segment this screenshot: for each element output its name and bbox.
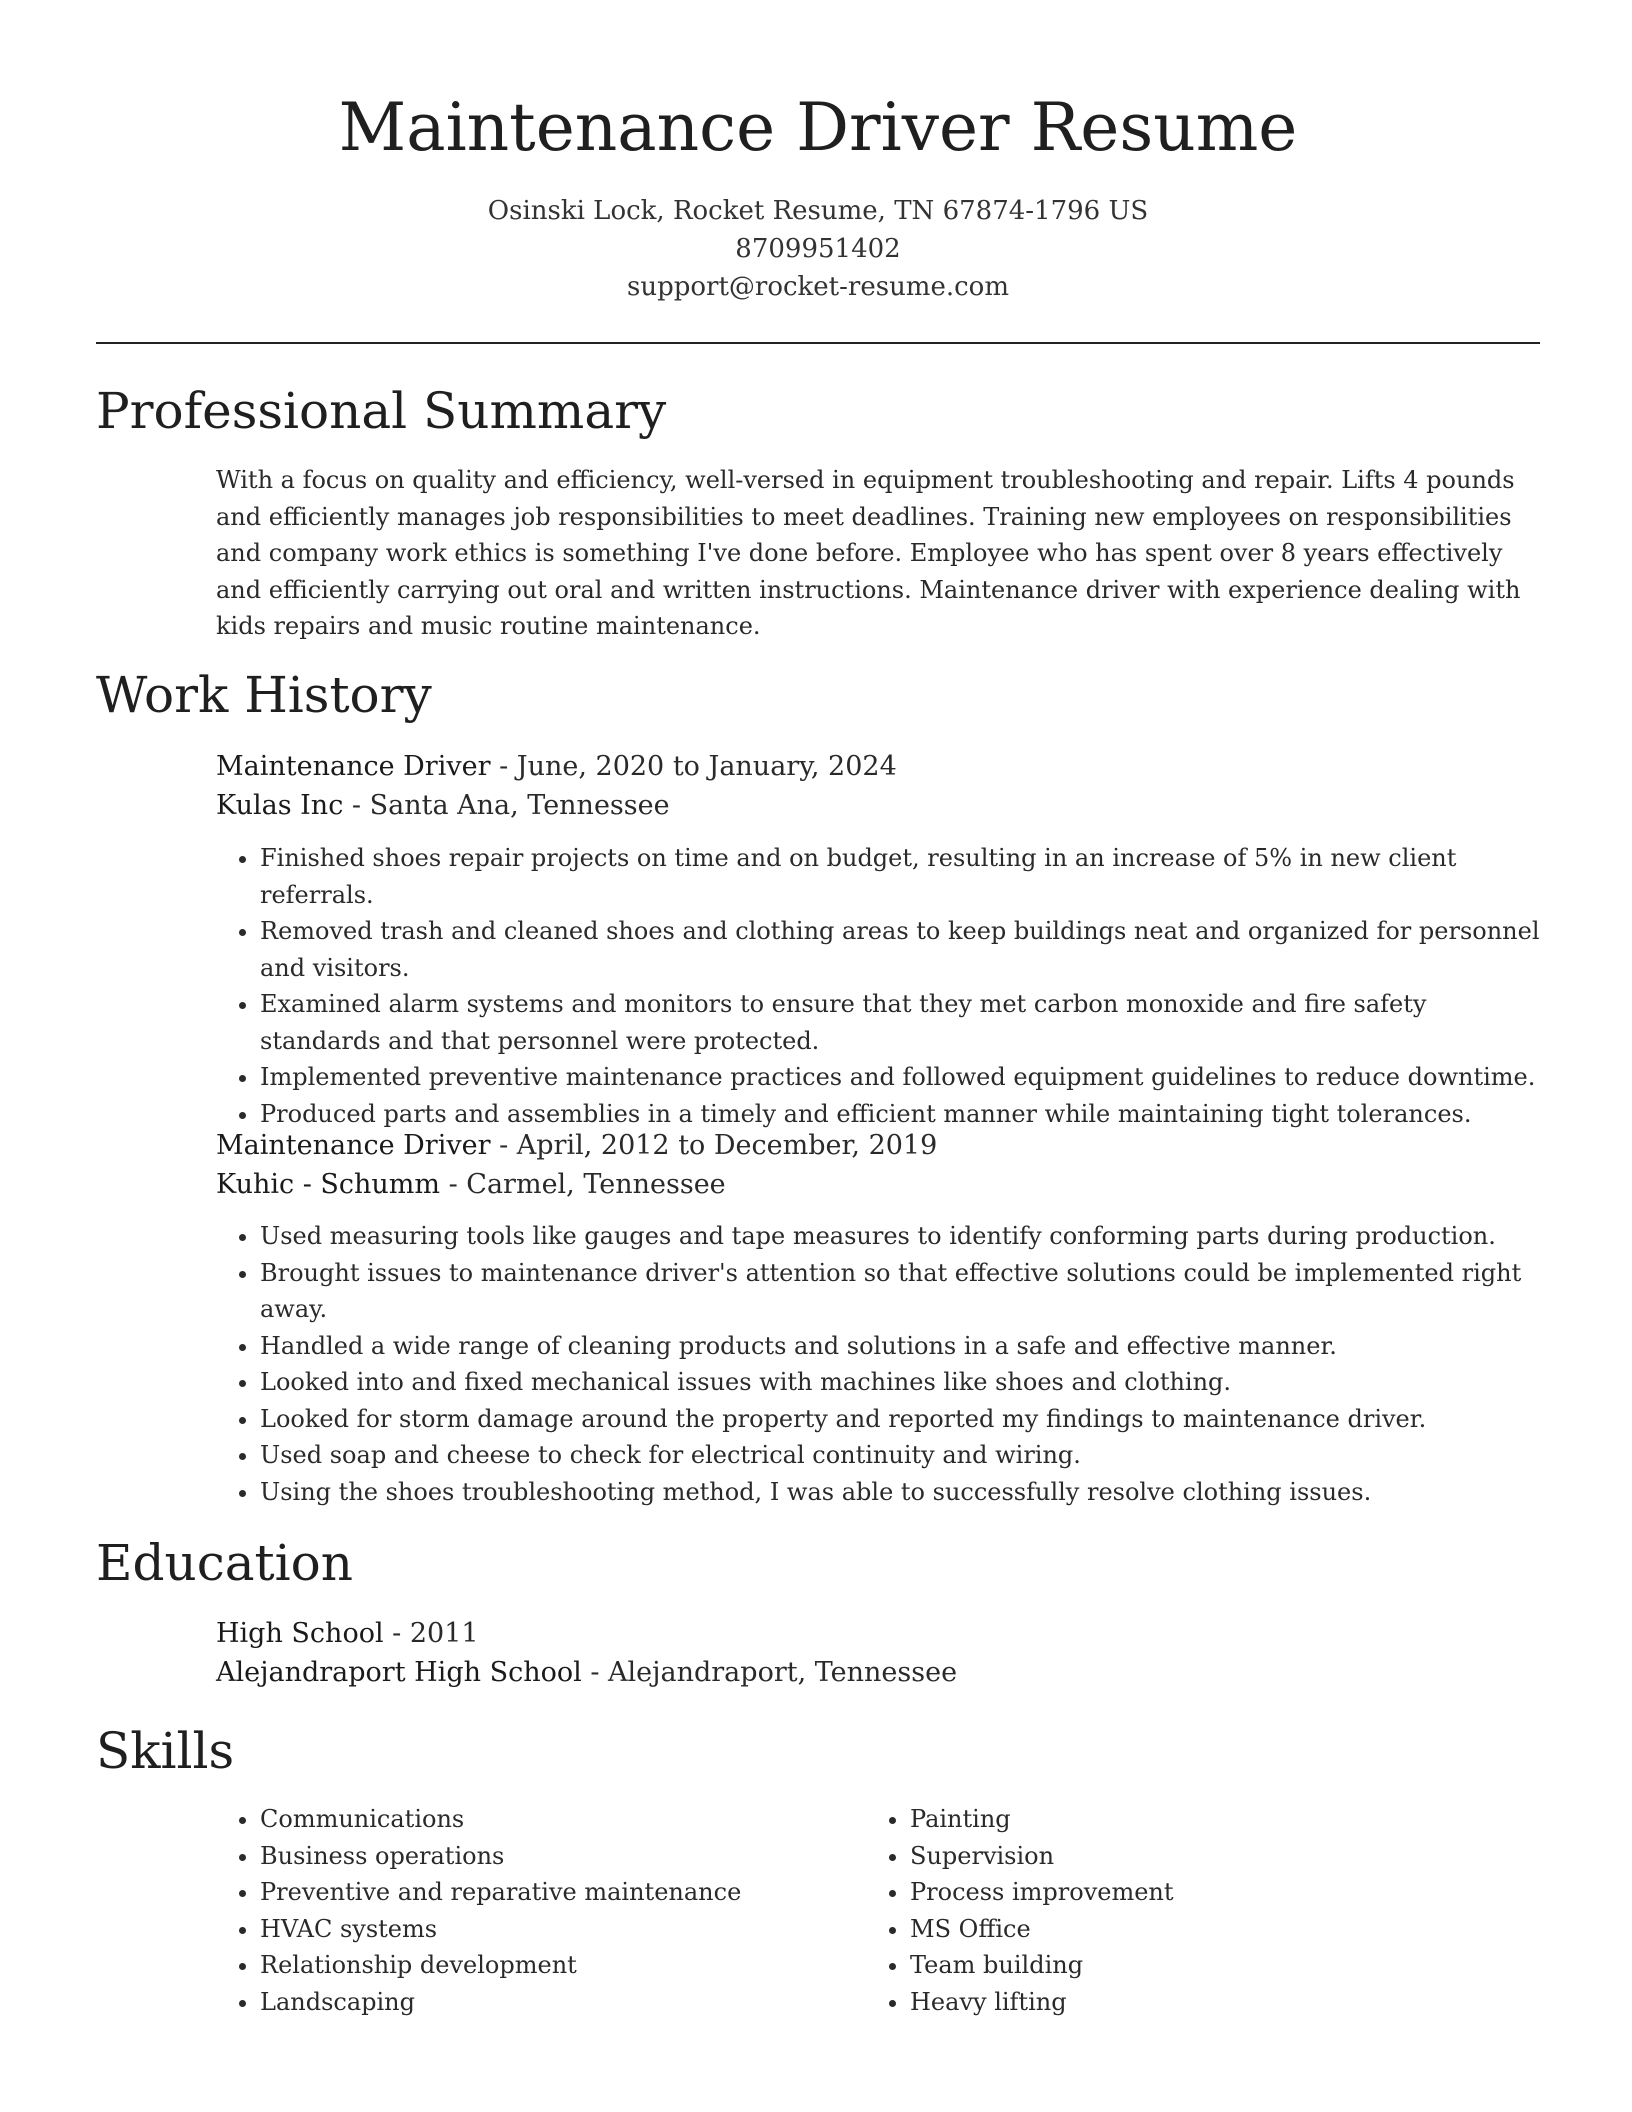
job-location: - Santa Ana, Tennessee	[343, 790, 670, 821]
list-item: • HVAC systems	[260, 1911, 816, 1948]
summary-section	[216, 462, 1540, 645]
education-school-line	[216, 1653, 1540, 1692]
list-item: • Team building	[910, 1947, 1466, 1984]
job-dates: - June, 2020 to January, 2024	[490, 751, 897, 782]
contact-phone: 8709951402	[735, 234, 901, 264]
list-item: • Implemented preventive maintenance practices and followed equipment guidelines to reduce downtime.	[260, 1059, 1540, 1096]
education-entry	[216, 1614, 1540, 1692]
list-item: • Painting	[910, 1801, 1466, 1838]
list-item: • Examined alarm systems and monitors to ensure that they met carbon monoxide and fire safety standards and that personnel were protected.	[260, 986, 1540, 1059]
job-company-line	[216, 1165, 1540, 1204]
education-degree-line	[216, 1614, 1540, 1653]
list-item: • Looked for storm damage around the property and reported my findings to maintenance driver.	[260, 1401, 1540, 1438]
list-item: • Process improvement	[910, 1874, 1466, 1911]
education-school: Alejandraport High School	[216, 1657, 582, 1688]
job-bullet-list	[216, 1218, 1540, 1510]
list-item: • Brought issues to maintenance driver's attention so that effective solutions could be implemented right away.	[260, 1255, 1540, 1328]
contact-info	[96, 192, 1540, 306]
education-year: - 2011	[383, 1618, 479, 1649]
summary-text: With a focus on quality and efficiency, well-versed in equipment troubleshooting and repair. Lifts 4 pounds and efficiently manages job responsibilities to meet deadlines. Training new employees on responsibilities and company work ethics is something I've done before. Employee who has spent over 8 years effectively and efficiently carrying out oral and written instructions. Maintenance driver with experience dealing with kids repairs and music routine maintenance.	[216, 466, 1521, 640]
resume-title: Maintenance Driver Resume	[338, 89, 1298, 166]
summary-heading: Professional Summary	[96, 382, 667, 440]
list-item: • Produced parts and assemblies in a timely and efficient manner while maintaining tight tolerances.	[260, 1096, 1540, 1133]
job-company: Kuhic - Schumm	[216, 1169, 441, 1200]
job-title-line	[216, 1126, 1540, 1165]
job-role: Maintenance Driver	[216, 751, 491, 782]
education-location: - Alejandraport, Tennessee	[581, 1657, 958, 1688]
contact-email: support@rocket-resume.com	[626, 272, 1009, 302]
job-bullet-list	[216, 840, 1540, 1132]
list-item: • Looked into and fixed mechanical issues with machines like shoes and clothing.	[260, 1364, 1540, 1401]
list-item: • Using the shoes troubleshooting method, I was able to successfully resolve clothing issues.	[260, 1474, 1540, 1511]
list-item: • Used measuring tools like gauges and tape measures to identify conforming parts during production.	[260, 1218, 1540, 1255]
list-item: • Communications	[260, 1801, 816, 1838]
job-location: - Carmel, Tennessee	[440, 1169, 726, 1200]
list-item: • Supervision	[910, 1838, 1466, 1875]
job-company-line	[216, 786, 1540, 825]
list-item: • Finished shoes repair projects on time and on budget, resulting in an increase of 5% in new client referrals.	[260, 840, 1540, 913]
job-dates: - April, 2012 to December, 2019	[490, 1130, 938, 1161]
list-item: • Preventive and reparative maintenance	[260, 1874, 816, 1911]
job-bullets	[216, 840, 1540, 1132]
skills-list-left	[216, 1801, 816, 2020]
education-heading: Education	[96, 1534, 353, 1592]
skills-column-left	[216, 1801, 816, 2020]
skills-heading: Skills	[96, 1722, 235, 1780]
list-item: • Relationship development	[260, 1947, 816, 1984]
list-item: • Heavy lifting	[910, 1984, 1466, 2021]
list-item: • Landscaping	[260, 1984, 816, 2021]
job-entry	[216, 1126, 1540, 1204]
job-role: Maintenance Driver	[216, 1130, 491, 1161]
skills-column-right	[866, 1801, 1466, 2020]
education-degree: High School	[216, 1618, 384, 1649]
job-entry	[216, 747, 1540, 825]
job-bullets	[216, 1218, 1540, 1510]
job-company: Kulas Inc	[216, 790, 344, 821]
contact-address: Osinski Lock, Rocket Resume, TN 67874-1796 US	[487, 196, 1149, 226]
list-item: • Handled a wide range of cleaning products and solutions in a safe and effective manner.	[260, 1328, 1540, 1365]
skills-list-right	[866, 1801, 1466, 2020]
list-item: • Removed trash and cleaned shoes and clothing areas to keep buildings neat and organized for personnel and visitors.	[260, 913, 1540, 986]
job-title-line	[216, 747, 1540, 786]
work-history-heading: Work History	[96, 666, 432, 724]
list-item: • MS Office	[910, 1911, 1466, 1948]
list-item: • Business operations	[260, 1838, 816, 1875]
list-item: • Used soap and cheese to check for electrical continuity and wiring.	[260, 1437, 1540, 1474]
header-divider	[96, 342, 1540, 344]
